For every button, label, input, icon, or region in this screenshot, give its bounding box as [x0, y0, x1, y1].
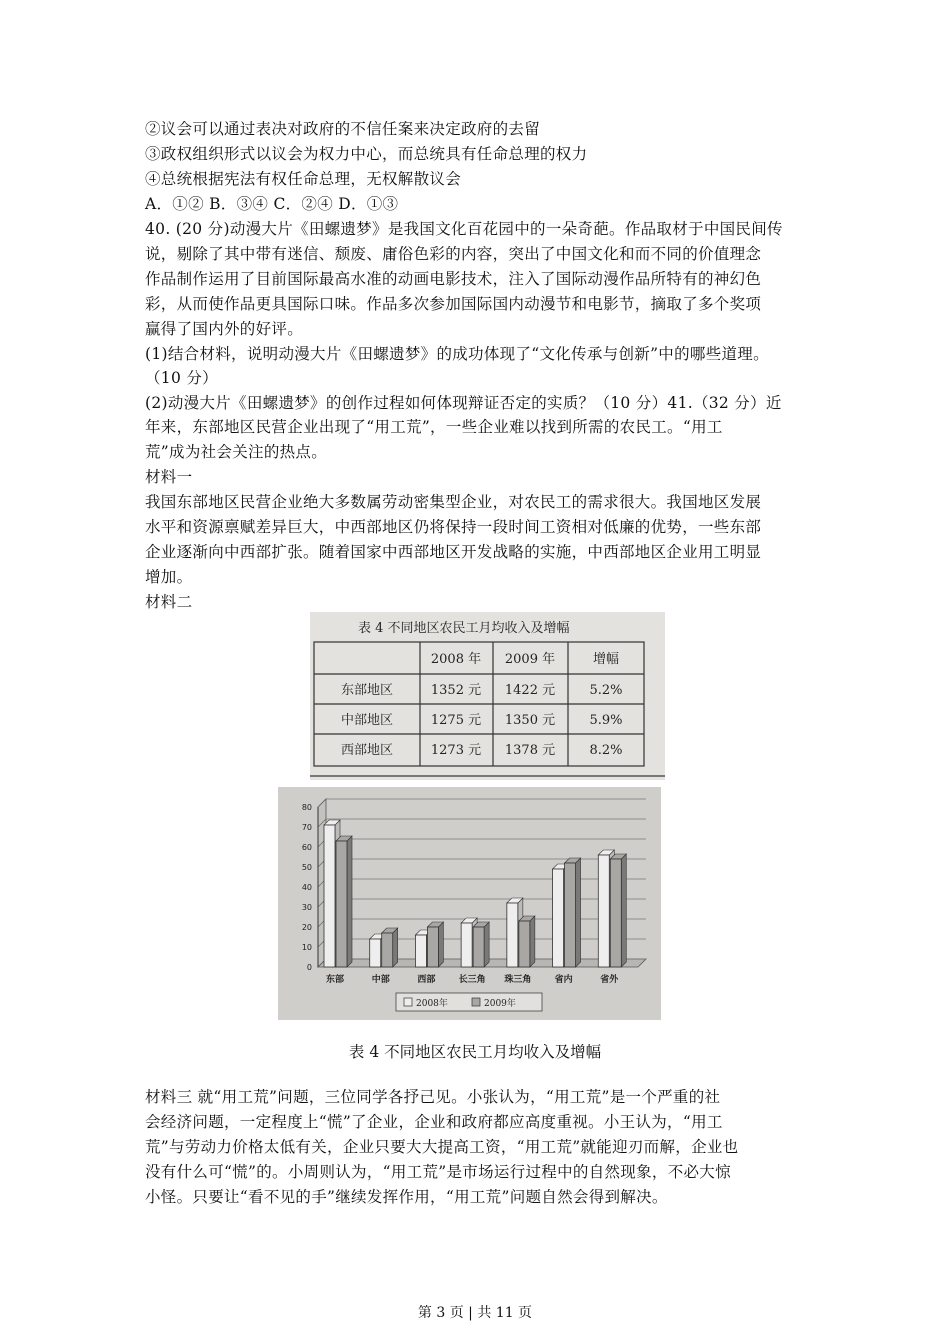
text-line: 年来，东部地区民营企业出现了“用工荒”，一些企业难以找到所需的农民工。“用工: [145, 418, 723, 436]
table-cell: 1350 元: [504, 713, 556, 728]
text-line: 增加。: [145, 568, 193, 586]
income-table: [310, 612, 665, 780]
page-footer: 第 3 页 | 共 11 页: [417, 1305, 533, 1321]
legend-swatch: [404, 998, 412, 1006]
bar-side: [621, 854, 626, 967]
table-cell: 东部地区: [340, 683, 394, 698]
text-line: 作品制作运用了目前国际最高水准的动画电影技术，注入了国际动漫作品所特有的神幻色: [145, 270, 762, 288]
y-tick-label: 30: [301, 903, 312, 912]
bar-2008: [598, 855, 609, 967]
text-line: ③政权组织形式以议会为权力中心，而总统具有任命总理的权力: [145, 145, 588, 163]
y-tick-label: 20: [301, 923, 312, 932]
bar-2008: [553, 869, 564, 967]
text-line: 说，剔除了其中带有迷信、颓废、庸俗色彩的内容，突出了中国文化和而不同的价值理念: [145, 245, 762, 263]
text-line: （10 分）: [145, 369, 218, 387]
text-line: 会经济问题，一定程度上“慌”了企业，企业和政府都应高度重视。小王认为，“用工: [145, 1113, 723, 1131]
table-cell: 1352 元: [430, 683, 482, 698]
text-line: ②议会可以通过表决对政府的不信任案来决定政府的去留: [145, 120, 541, 138]
text-line: 企业逐渐向中西部扩张。随着国家中西部地区开发战略的实施，中西部地区企业用工明显: [145, 543, 762, 561]
legend-label: 2008年: [416, 999, 448, 1009]
bar-side: [576, 858, 581, 967]
bar-side: [393, 928, 398, 967]
bar-2008: [324, 825, 335, 967]
table-cell: 1275 元: [430, 713, 482, 728]
bar-side: [484, 922, 489, 967]
bar-2008: [415, 935, 426, 967]
bar-side: [530, 916, 535, 967]
y-tick-label: 40: [301, 883, 312, 892]
text-line: 荒”与劳动力价格太低有关，企业只要大大提高工资，“用工荒”就能迎刃而解，企业也: [145, 1138, 739, 1156]
table-cell: 西部地区: [340, 743, 394, 758]
y-tick-label: 0: [306, 963, 312, 972]
text-line: 我国东部地区民营企业绝大多数属劳动密集型企业，对农民工的需求很大。我国地区发展: [145, 493, 762, 511]
bar-2008: [370, 939, 381, 967]
table-cell: 5.9%: [589, 713, 623, 728]
text-line: 40. (20 分)动漫大片《田螺遗梦》是我国文化百花园中的一朵奇葩。作品取材于中国民间传: [145, 220, 783, 238]
x-category-label: 西部: [417, 975, 436, 985]
table-cell: 8.2%: [589, 743, 623, 758]
bar-2008: [461, 923, 472, 967]
text-line: A．①② B．③④ C．②④ D．①③: [145, 195, 399, 213]
bar-2009: [610, 859, 621, 967]
bar-2009: [336, 841, 347, 967]
text-line: 没有什么可“慌”的。小周则认为，“用工荒”是市场运行过程中的自然现象，不必大惊: [145, 1163, 731, 1181]
legend-swatch: [472, 998, 480, 1006]
y-tick-label: 10: [301, 943, 312, 952]
text-line: 赢得了国内外的好评。: [145, 320, 304, 338]
table-header-cell: 2008 年: [430, 652, 482, 667]
text-line: 材料二: [145, 593, 193, 611]
table-cell: 中部地区: [340, 713, 394, 728]
table-cell: 1422 元: [504, 683, 556, 698]
x-category-label: 中部: [371, 975, 390, 985]
x-category-label: 长三角: [458, 975, 486, 985]
y-tick-label: 60: [301, 843, 312, 852]
y-tick-label: 50: [301, 863, 312, 872]
x-category-label: 省外: [600, 975, 619, 985]
text-line: 材料一: [145, 468, 193, 486]
text-line: 彩，从而使作品更具国际口味。作品多次参加国际国内动漫节和电影节，摘取了多个奖项: [145, 295, 762, 313]
table-header-cell: 2009 年: [504, 652, 556, 667]
income-chart-image: [278, 787, 661, 1020]
y-tick-label: 80: [301, 803, 312, 812]
income-table-image: [310, 612, 665, 780]
x-category-label: 东部: [325, 975, 345, 985]
text-line: 水平和资源禀赋差异巨大，中西部地区仍将保持一段时间工资相对低廉的优势，一些东部: [145, 518, 762, 536]
figure-caption: 表 4 不同地区农民工月均收入及增幅: [348, 1043, 602, 1061]
text-line: (1)结合材料，说明动漫大片《田螺遗梦》的成功体现了“文化传承与创新”中的哪些道理。: [145, 345, 769, 363]
table-title: 表 4 不同地区农民工月均收入及增幅: [358, 621, 570, 636]
bar-2009: [519, 921, 530, 967]
bar-2008: [507, 903, 518, 967]
text-line: ④总统根据宪法有权任命总理，无权解散议会: [145, 170, 462, 188]
x-category-label: 省内: [554, 975, 573, 985]
text-line: 材料三 就“用工荒”问题，三位同学各抒己见。小张认为，“用工荒”是一个严重的社: [145, 1088, 721, 1106]
bar-2009: [427, 927, 438, 967]
bar-2009: [382, 933, 393, 967]
legend-label: 2009年: [484, 999, 516, 1009]
bar-2009: [565, 863, 576, 967]
table-header-cell: 增幅: [592, 652, 620, 667]
x-category-label: 珠三角: [504, 975, 532, 985]
bar-2009: [473, 927, 484, 967]
y-tick-label: 70: [301, 823, 312, 832]
income-bar-chart: [278, 787, 661, 1020]
table-cell: 5.2%: [589, 683, 623, 698]
bar-side: [347, 836, 352, 967]
text-line: (2)动漫大片《田螺遗梦》的创作过程如何体现辩证否定的实质？（10 分）41.（32 分）近: [145, 394, 782, 412]
text-line: 小怪。只要让“看不见的手”继续发挥作用，“用工荒”问题自然会得到解决。: [145, 1188, 668, 1206]
table-cell: 1378 元: [504, 743, 556, 758]
text-line: 荒”成为社会关注的热点。: [145, 443, 328, 461]
table-cell: 1273 元: [430, 743, 482, 758]
bar-side: [438, 922, 443, 967]
